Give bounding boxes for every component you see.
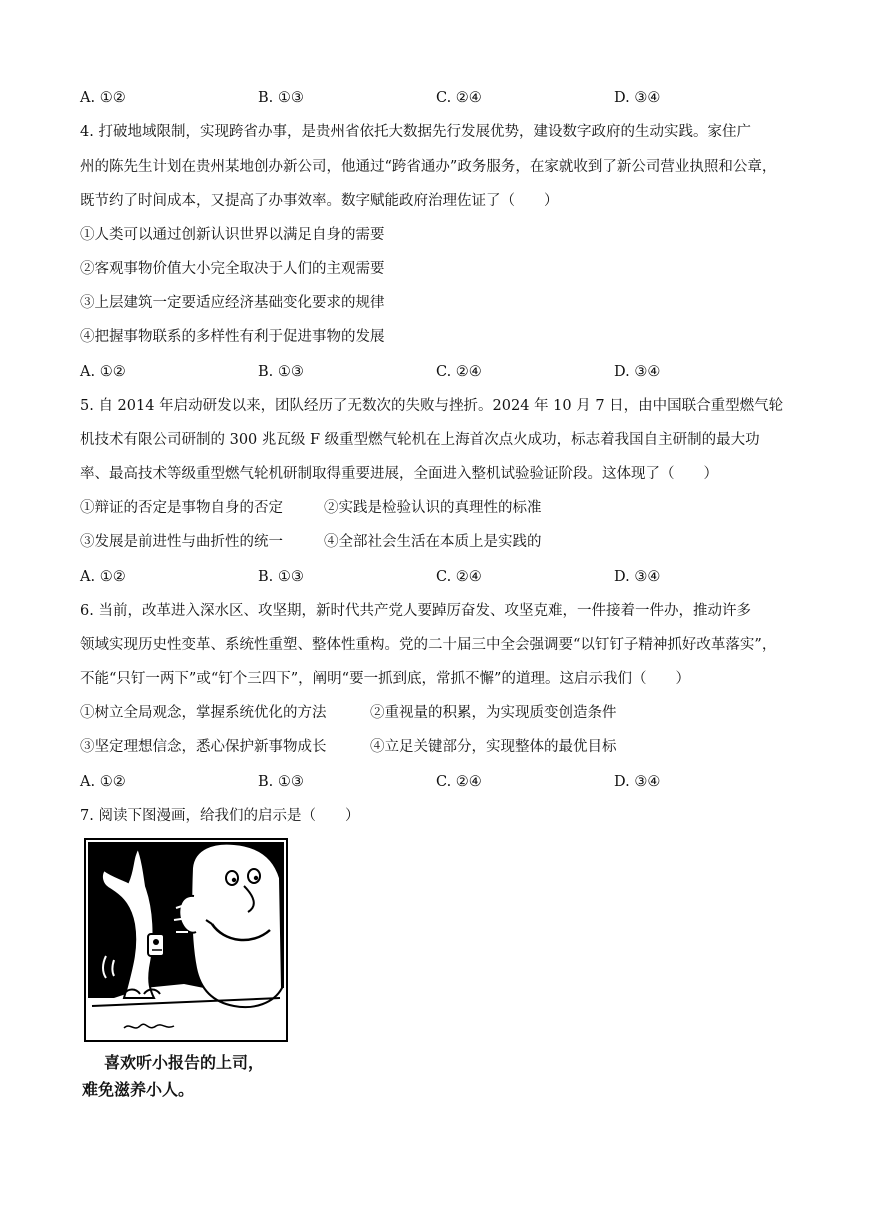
q6-option-d: D. ③④	[614, 774, 661, 790]
q5-stem-line-1: 5. 自 2014 年启动研发以来，团队经历了无数次的失败与挫折。2024 年 10 月 7 日，由中国联合重型燃气轮	[80, 398, 784, 414]
q4-statement-2: ②客观事物价值大小完全取决于人们的主观需要	[80, 261, 385, 277]
q4-statement-1: ①人类可以通过创新认识世界以满足自身的需要	[80, 227, 385, 243]
q5-statement-2: ②实践是检验认识的真理性的标准	[324, 500, 542, 516]
q4-option-d: D. ③④	[614, 364, 661, 380]
q5-statements-row-1	[80, 498, 800, 518]
q6-option-a: A. ①②	[80, 774, 126, 790]
cartoon-caption-line-1: 喜欢听小报告的上司，	[104, 1053, 265, 1072]
q5-stem-line-3: 率、最高技术等级重型燃气轮机研制取得重要进展，全面进入整机试验验证阶段。这体现了（ ）	[80, 466, 718, 482]
q5-option-a: A. ①②	[80, 569, 126, 585]
cartoon-illustration	[84, 838, 288, 1042]
q6-stem-line-2: 领域实现历史性变革、系统性重塑、整体性重构。党的二十届三中全会强调要“以钉钉子精神抓好改革落实”，	[80, 637, 777, 653]
q4-stem-line-1: 4. 打破地域限制，实现跨省办事，是贵州省依托大数据先行发展优势，建设数字政府的生动实践。家住广	[80, 124, 751, 140]
q6-statements-row-1	[80, 703, 800, 723]
cartoon-caption-line-2: 难免滋养小人。	[82, 1080, 195, 1099]
q3-option-a: A. ①②	[80, 90, 126, 106]
q7-stem: 7. 阅读下图漫画，给我们的启示是（ ）	[80, 808, 360, 824]
q6-statement-4: ④立足关键部分，实现整体的最优目标	[370, 739, 617, 755]
q5-option-d: D. ③④	[614, 569, 661, 585]
q6-stem-line-1: 6. 当前，改革进入深水区、攻坚期，新时代共产党人要踔厉奋发、攻坚克难，一件接着一件办，推动许多	[80, 603, 751, 619]
q5-options	[80, 567, 800, 587]
q6-statement-2: ②重视量的积累，为实现质变创造条件	[370, 705, 617, 721]
q6-option-c: C. ②④	[436, 774, 482, 790]
q5-statement-1: ①辩证的否定是事物自身的否定	[80, 500, 283, 516]
q4-options	[80, 362, 800, 382]
q6-statements-row-2	[80, 737, 800, 757]
q4-statement-4: ④把握事物联系的多样性有利于促进事物的发展	[80, 329, 385, 345]
q4-statement-3: ③上层建筑一定要适应经济基础变化要求的规律	[80, 295, 385, 311]
q4-option-a: A. ①②	[80, 364, 126, 380]
q5-option-b: B. ①③	[258, 569, 304, 585]
q5-statement-3: ③发展是前进性与曲折性的统一	[80, 534, 283, 550]
q6-statement-3: ③坚定理想信念，悉心保护新事物成长	[80, 739, 327, 755]
q5-option-c: C. ②④	[436, 569, 482, 585]
q4-stem-line-2: 州的陈先生计划在贵州某地创办新公司，他通过“跨省通办”政务服务，在家就收到了新公司营业执照和公章，	[80, 159, 777, 175]
q4-stem-line-3: 既节约了时间成本，又提高了办事效率。数字赋能政府治理佐证了（ ）	[80, 193, 559, 209]
q3-option-c: C. ②④	[436, 90, 482, 106]
q4-option-c: C. ②④	[436, 364, 482, 380]
q6-options	[80, 772, 800, 792]
q6-stem-line-3: 不能“只钉一两下”或“钉个三四下”，阐明“要一抓到底，常抓不懈”的道理。这启示我们（ ）	[80, 671, 690, 687]
q6-option-b: B. ①③	[258, 774, 304, 790]
q5-statement-4: ④全部社会生活在本质上是实践的	[324, 534, 542, 550]
q5-stem-line-2: 机技术有限公司研制的 300 兆瓦级 F 级重型燃气轮机在上海首次点火成功，标志着我国自主研制的最大功	[80, 432, 760, 448]
q3-options	[80, 88, 800, 108]
q5-statements-row-2	[80, 532, 800, 552]
q3-option-d: D. ③④	[614, 90, 661, 106]
q6-statement-1: ①树立全局观念，掌握系统优化的方法	[80, 705, 327, 721]
q3-option-b: B. ①③	[258, 90, 304, 106]
q4-option-b: B. ①③	[258, 364, 304, 380]
